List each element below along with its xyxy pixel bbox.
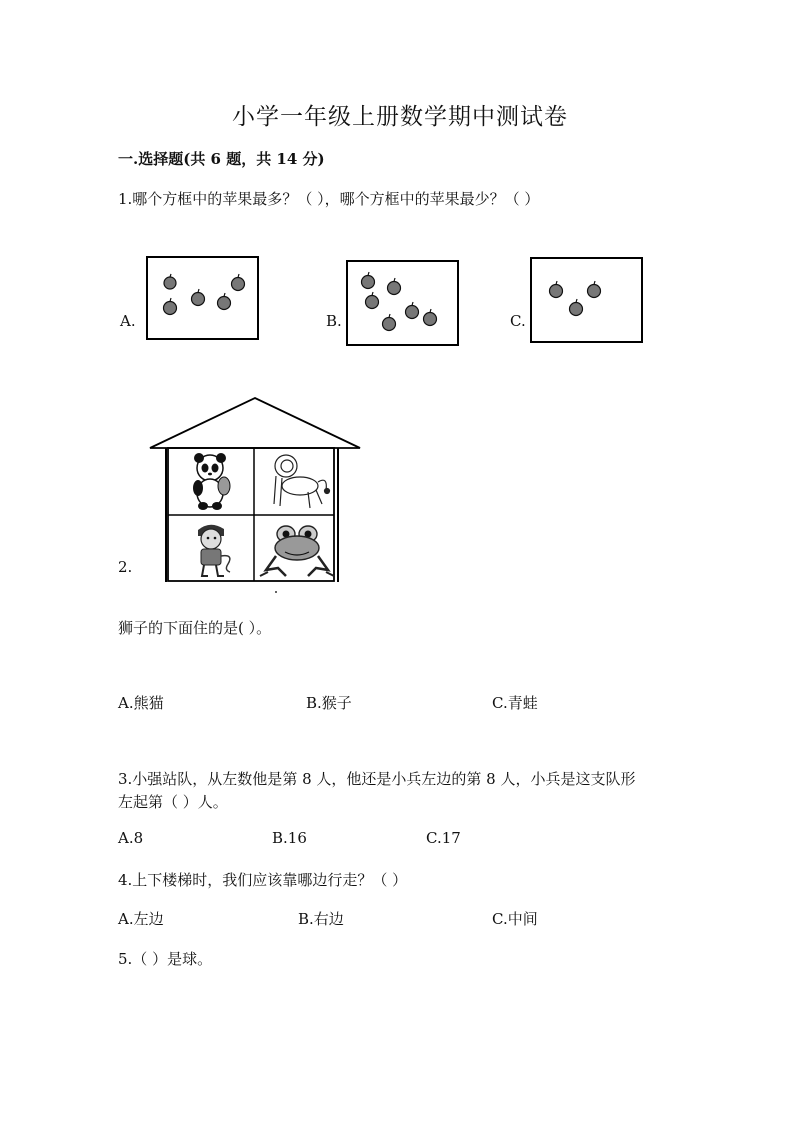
q1-option-a-label: A. bbox=[120, 312, 136, 330]
question-2-number: 2. bbox=[118, 558, 133, 576]
q4-option-c: C.中间 bbox=[492, 910, 538, 928]
question-2-text: 狮子的下面住的是( ）。 bbox=[118, 619, 272, 637]
house-figure bbox=[148, 396, 362, 586]
q3-option-a: A.8 bbox=[118, 829, 144, 847]
q3-option-b: B.16 bbox=[272, 829, 307, 847]
apple-icon bbox=[362, 272, 437, 331]
monkey-icon bbox=[198, 525, 230, 576]
q3-option-c: C.17 bbox=[426, 829, 461, 847]
frog-icon bbox=[260, 526, 334, 576]
page-title: 小学一年级上册数学期中测试卷 bbox=[232, 104, 568, 130]
q4-option-a: A.左边 bbox=[118, 910, 164, 928]
q1-option-a-box bbox=[146, 256, 260, 340]
lion-icon bbox=[274, 455, 330, 508]
question-1-text: 1.哪个方框中的苹果最多？（ ），哪个方框中的苹果最少？（ ） bbox=[118, 190, 540, 208]
question-3-line-2: 左起第（ ）人。 bbox=[118, 793, 228, 811]
panda-icon bbox=[193, 453, 230, 510]
question-3-line-1: 3.小强站队，从左数他是第 8 人，他还是小兵左边的第 8 人，小兵是这支队形 bbox=[118, 770, 636, 788]
q2-option-c: C.青蛙 bbox=[492, 694, 538, 712]
question-5-text: 5.（ ）是球。 bbox=[118, 950, 213, 968]
apple-icon bbox=[164, 274, 245, 315]
q1-option-c-box bbox=[530, 257, 644, 343]
apple-icon bbox=[550, 281, 601, 316]
question-4-text: 4.上下楼梯时，我们应该靠哪边行走？（ ） bbox=[118, 871, 408, 889]
q1-option-b-box bbox=[346, 260, 460, 346]
q2-option-a: A.熊猫 bbox=[118, 694, 164, 712]
q2-option-b: B.猴子 bbox=[306, 694, 352, 712]
q4-option-b: B.右边 bbox=[298, 910, 344, 928]
q1-option-b-label: B. bbox=[326, 312, 342, 330]
section-heading: 一.选择题(共 6 题，共 14 分) bbox=[118, 150, 325, 168]
q1-option-c-label: C. bbox=[510, 312, 526, 330]
